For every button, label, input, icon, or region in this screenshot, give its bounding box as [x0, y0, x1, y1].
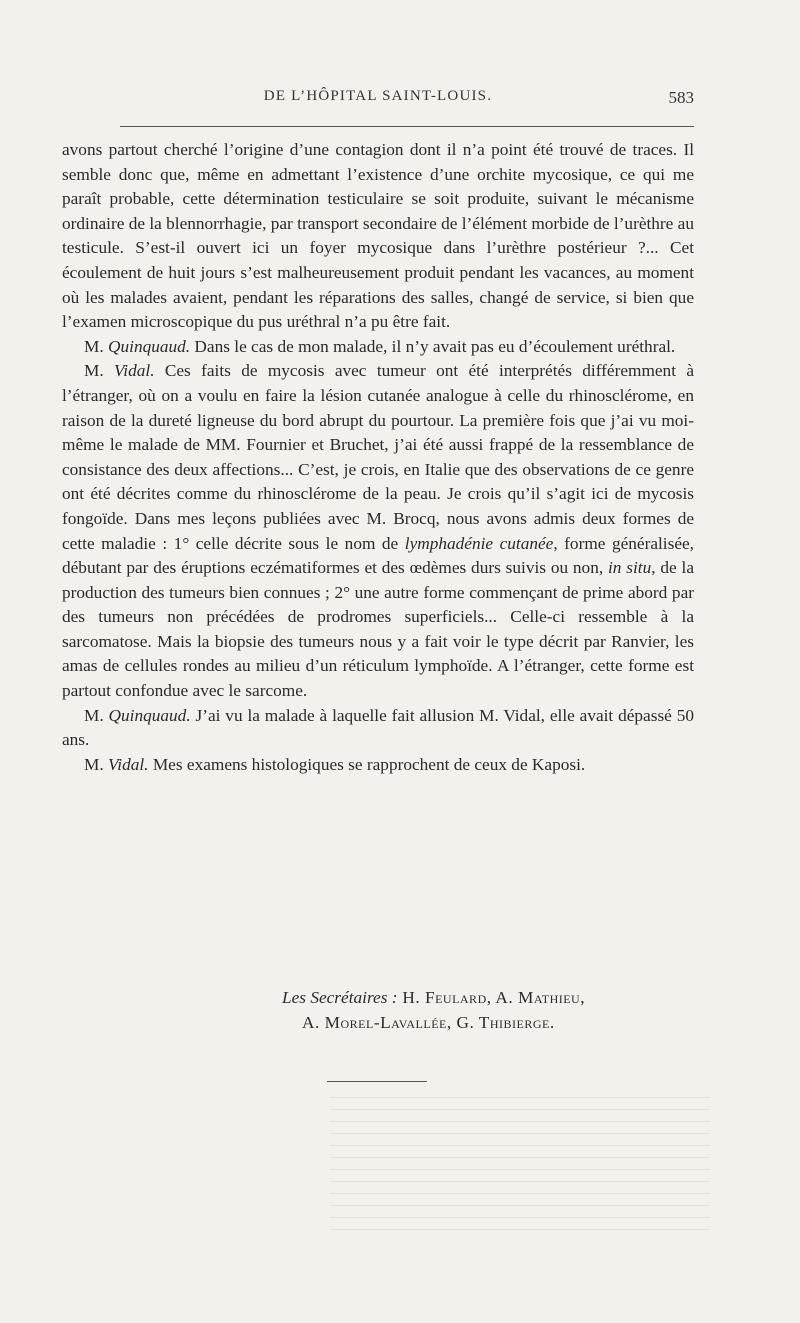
signature-label: Les Secrétaires :	[282, 988, 398, 1007]
running-head: DE L’HÔPITAL SAINT-LOUIS.	[263, 88, 493, 104]
signature-line-2: A. Morel-Lavallée, G. Thibierge.	[302, 1013, 555, 1032]
header-rule	[120, 126, 694, 127]
speaker-quinquaud-2: Quinquaud.	[108, 705, 191, 725]
page-number: 583	[668, 88, 694, 107]
paragraph-5-text: Mes examens histologiques se rapprochent de ceux de Kaposi.	[148, 754, 586, 774]
speaker-vidal: Vidal.	[114, 361, 155, 381]
paragraph-2	[62, 335, 694, 360]
paragraph-4	[62, 704, 694, 753]
italic-term-in-situ: in situ	[608, 558, 652, 578]
paragraph-5-prefix: M.	[84, 754, 109, 774]
show-through-texture	[330, 1090, 710, 1230]
speaker-vidal-2: Vidal.	[108, 754, 149, 774]
signature-line-1	[62, 985, 694, 1010]
paragraph-2-text: Dans le cas de mon malade, il n’y avait pas eu d’écoulement uréthral.	[190, 336, 676, 356]
paragraph-5	[62, 753, 694, 778]
paragraph-1	[62, 138, 694, 335]
paragraph-1-text: avons partout cherché l’origine d’une contagion dont il n’a point été trouvé de traces. Il semble donc que, même en admettant l’existence d’une orchite mycosique, ce qui me paraît probable, cette détermination testiculaire se soit produite, suivant le mécanisme ordinaire de la blennorrhagie, par transport secondaire de l’élément morbide de l’urèthre au testicule. S’est-il ouvert ici un foyer mycosique dans l’urèthre postérieur ?... Cet écoulement de huit jours s’est malheureusement produit pendant les vacances, au moment où les malades avaient, pendant les réparations des salles, changé de service, si bien que l’examen microscopique du pus uréthral n’a pu être fait.	[62, 140, 694, 332]
paragraph-2-prefix: M.	[84, 336, 109, 356]
paragraph-3-text-b: , forme généralisée, débutant par des éruptions eczématiformes et des œdèmes durs suivis ou non,	[62, 533, 694, 578]
paragraph-4-prefix: M.	[84, 705, 109, 725]
paragraph-3	[62, 359, 694, 703]
signature-names-1: H. Feulard, A. Mathieu,	[397, 988, 586, 1007]
paragraph-4-text: J’ai vu la malade à laquelle fait allusion M. Vidal, elle avait dépassé 50 ans.	[62, 705, 694, 750]
paragraph-3-prefix: M.	[84, 361, 115, 381]
body-text	[62, 138, 694, 777]
italic-term-lymphadenie: lymphadénie cutanée	[404, 533, 554, 553]
paragraph-3-text-c: , de la production des tumeurs bien connues ; 2° une autre forme commençant de prime abord par des tumeurs non précédées de prodromes superficiels... Celle-ci ressemble à la sarcomatose. Mais la biopsie des tumeurs nous y a fait voir le type décrit par Ranvier, les amas de cellules rondes au milieu d’un réticulum lymphoïde. A l’étranger, cette forme est partout confondue avec le sarcome.	[62, 558, 695, 701]
speaker-quinquaud: Quinquaud.	[108, 336, 191, 356]
page-header	[62, 88, 694, 114]
paragraph-3-text-a: Ces faits de mycosis avec tumeur ont été interprétés différemment à l’étranger, où on a voulu en faire la lésion cutanée analogue à celle du rhinosclérome, en raison de la dureté ligneuse du bord abrupt du pourtour. La première fois que j’ai vu moi-même le malade de MM. Fournier et Bruchet, j’ai été aussi frappé de la ressemblance de consistance des deux affections... C’est, je crois, en Italie que des observations de ce genre ont été décrites comme du rhinosclérome de la peau. Je crois qu’il s’agit ici de mycosis fongoïde. Dans mes leçons publiées avec M. Brocq, nous avons admis deux formes de cette maladie : 1° celle décrite sous le nom de	[62, 361, 694, 553]
signature-block	[62, 985, 694, 1035]
end-rule	[327, 1081, 427, 1082]
